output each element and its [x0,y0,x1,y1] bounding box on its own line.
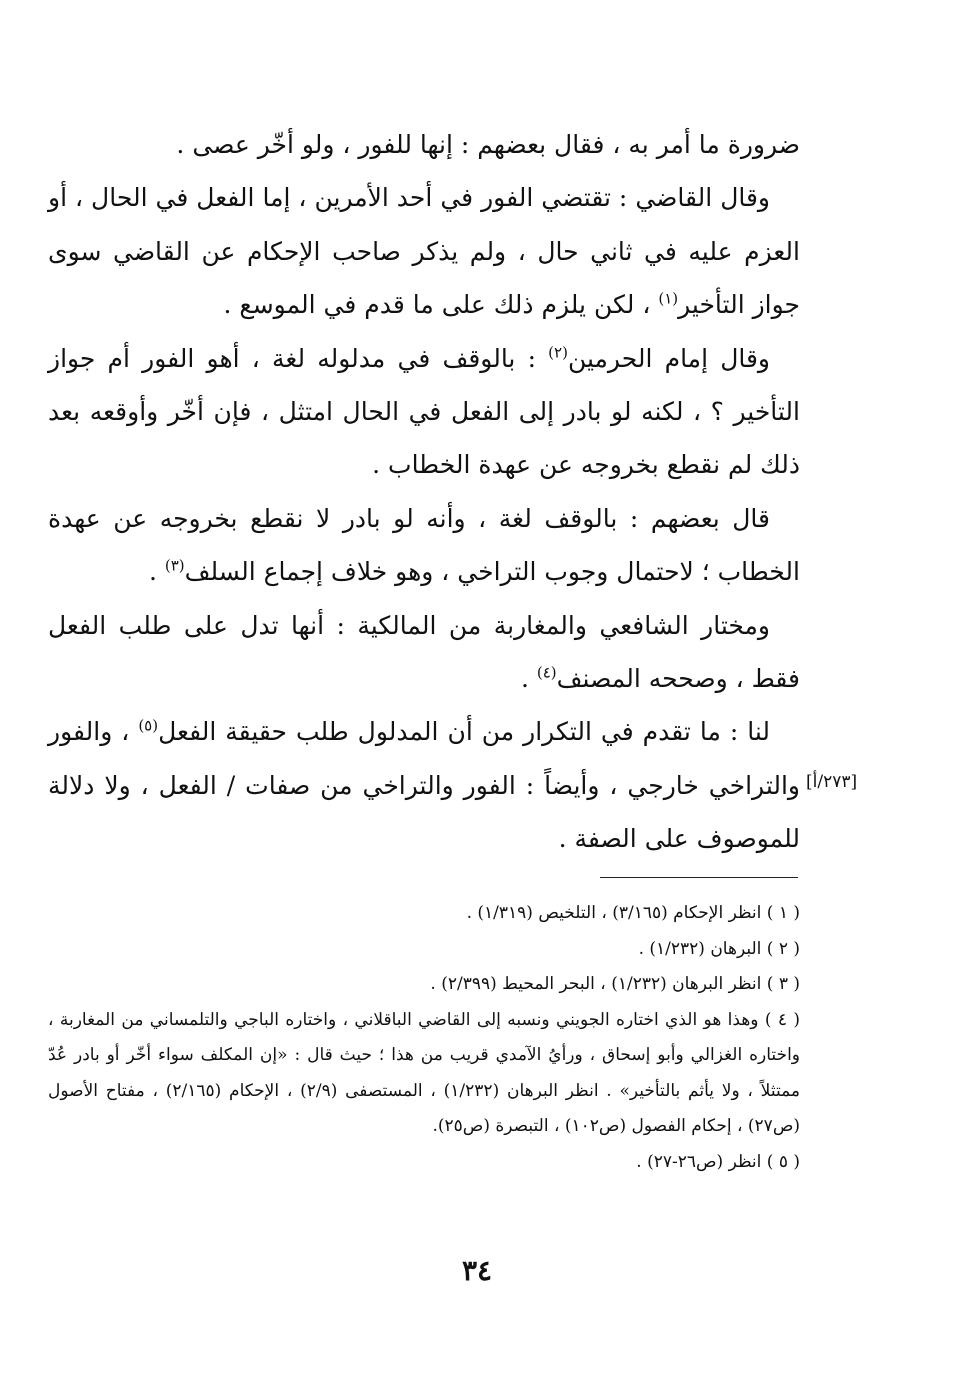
paragraph-6-text-a: لنا : ما تقدم في التكرار من أن المدلول طلب حقيقة الفعل [158,717,771,747]
paragraph-3-text-a: وقال إمام الحرمين [567,343,771,373]
paragraph-2 [48,171,800,331]
paragraph-3 [48,332,800,492]
paragraph-2-text-b: ، لكن يلزم ذلك على ما قدم في الموسع . [223,290,659,320]
paragraph-4 [48,492,800,599]
footnote-ref-3: (٣) [164,556,185,575]
main-text [48,118,800,866]
footnote-ref-2: (٢) [548,343,568,362]
folio-margin-note: [٢٧٣/أ] [806,772,858,792]
paragraph-5 [48,599,800,706]
footnote-1: ( ١ ) انظر الإحكام (٣/١٦٥) ، التلخيص (١/٣١٩) . [466,903,800,923]
footnote-4: ( ٤ ) وهذا هو الذي اختاره الجويني ونسبه إلى القاضي الباقلاني ، واختاره الباجي والتلمساني من المغاربة ، واختاره الغزالي وأبو إسحاق ، ورأيُ الآمدي قريب من هذا ؛ حيث قال : «إن المكلف سواء أخّر أو بادر عُدّ ممتثلاً ، ولا يأثم بالتأخير» . انظر البرهان (١/٢٣٢) ، المستصفى (٢/٩) ، الإحكام (٢/١٦٥) ، مفتاح الأصول (ص٢٧) ، إحكام الفصول (ص١٠٢) ، التبصرة (ص٢٥). [48,1009,801,1136]
footnote-2: ( ٢ ) البرهان (١/٢٣٢) . [638,938,800,959]
paragraph-2-text-a: وقال القاضي : تقتضي الفور في أحد الأمرين ، إما الفعل في الحال ، أو العزم عليه في ثاني حال ، ولم يذكر صاحب الإحكام عن القاضي سوى جواز التأخير [48,183,800,320]
footnote-3: ( ٣ ) انظر البرهان (١/٢٣٢) ، البحر المحيط (٢/٣٩٩) . [430,974,800,994]
footnote-ref-5: (٥) [138,717,159,736]
footnote-ref-4: (٤) [536,663,557,682]
footnote-5: ( ٥ ) انظر (ص٢٦-٢٧) . [636,1151,800,1172]
footnotes [48,896,800,1180]
paragraph-1: ضرورة ما أمر به ، فقال بعضهم : إنها للفور ، ولو أخّر عصى . [176,130,800,159]
paragraph-4-text-b: . [148,557,165,587]
paragraph-4-text-a: قال بعضهم : بالوقف لغة ، وأنه لو بادر لا نقطع بخروجه عن عهدة الخطاب ؛ لاحتمال وجوب التراخي ، وهو خلاف إجماع السلف [48,503,800,587]
footnote-ref-1: (١) [658,289,679,308]
paragraph-5-text-b: . [520,664,537,694]
page-number: ٣٤ [461,1254,493,1287]
paragraph-6 [48,705,800,865]
paragraph-3-text-b: : بالوقف في مدلوله لغة ، أهو الفور أم جواز التأخير ؟ ، لكنه لو بادر إلى الفعل في الحال امتثل ، فإن أخّر وأوقعه بعد ذلك لم نقطع بخروجه عن عهدة الخطاب . [48,343,800,480]
paragraph-5-text-a: ومختار الشافعي والمغاربة من المالكية : أنها تدل على طلب الفعل فقط ، وصححه المصنف [48,610,800,694]
footnote-divider [600,877,798,878]
paragraph-6-text-b: ، والفور والتراخي خارجي ، وأيضاً : الفور والتراخي من صفات / الفعل ، ولا دلالة للموصوف على الصفة . [48,717,800,854]
